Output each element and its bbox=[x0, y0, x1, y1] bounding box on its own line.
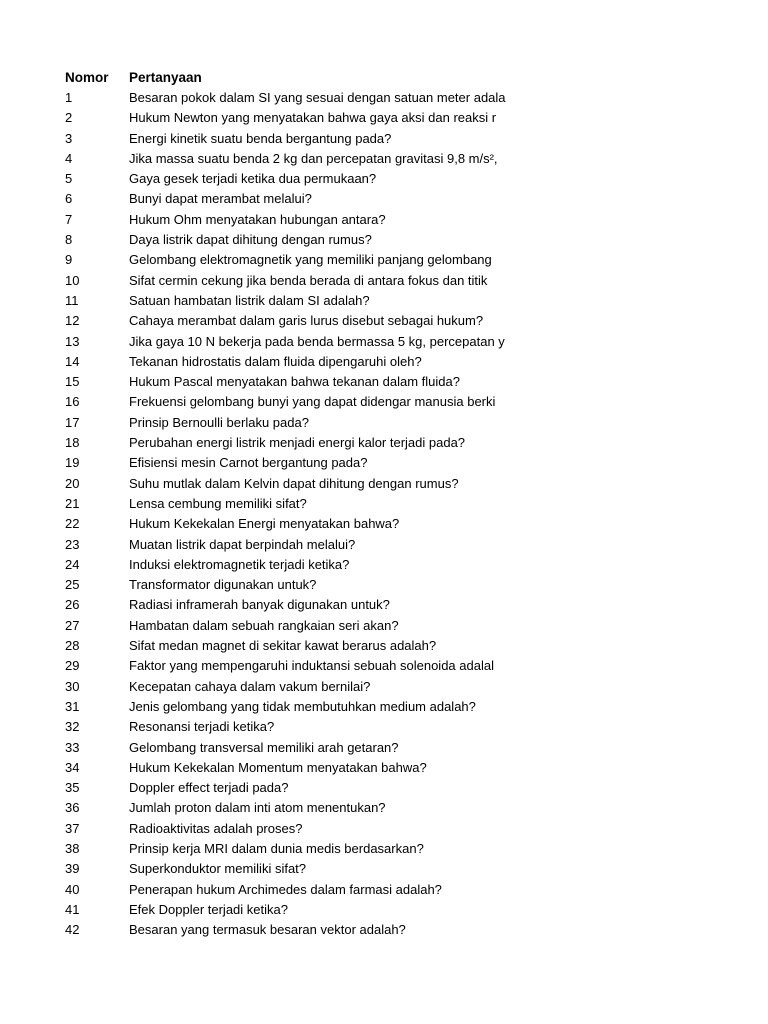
row-question: Satuan hambatan listrik dalam SI adalah? bbox=[129, 292, 370, 308]
table-row bbox=[65, 169, 515, 189]
row-number: 41 bbox=[65, 901, 80, 917]
row-question: Sifat cermin cekung jika benda berada di antara fokus dan titik bbox=[129, 272, 488, 288]
table-row bbox=[65, 595, 515, 615]
row-number: 18 bbox=[65, 435, 80, 451]
row-number: 16 bbox=[65, 394, 80, 410]
table-row bbox=[65, 819, 515, 839]
row-number: 34 bbox=[65, 759, 80, 775]
row-number: 37 bbox=[65, 820, 80, 836]
row-question: Penerapan hukum Archimedes dalam farmasi adalah? bbox=[129, 881, 442, 897]
table-row bbox=[65, 738, 515, 758]
row-number: 36 bbox=[65, 800, 80, 816]
row-number: 22 bbox=[65, 516, 80, 532]
row-number: 5 bbox=[65, 171, 73, 187]
row-question: Gaya gesek terjadi ketika dua permukaan? bbox=[129, 171, 377, 187]
table-row bbox=[65, 616, 515, 636]
row-question: Radiasi inframerah banyak digunakan untuk? bbox=[129, 597, 390, 613]
row-question: Muatan listrik dapat berpindah melalui? bbox=[129, 536, 356, 552]
row-question: Transformator digunakan untuk? bbox=[129, 577, 317, 593]
row-question: Gelombang elektromagnetik yang memiliki panjang gelombang bbox=[129, 252, 492, 268]
row-number: 9 bbox=[65, 252, 73, 268]
row-question: Kecepatan cahaya dalam vakum bernilai? bbox=[129, 678, 371, 694]
row-number: 29 bbox=[65, 658, 80, 674]
table-row bbox=[65, 230, 515, 250]
table-row bbox=[65, 839, 515, 859]
row-question: Hambatan dalam sebuah rangkaian seri akan? bbox=[129, 617, 399, 633]
row-number: 31 bbox=[65, 698, 80, 714]
table-row bbox=[65, 372, 515, 392]
row-question: Cahaya merambat dalam garis lurus disebut sebagai hukum? bbox=[129, 313, 484, 329]
row-number: 25 bbox=[65, 577, 80, 593]
row-question: Energi kinetik suatu benda bergantung pada? bbox=[129, 130, 392, 146]
row-number: 7 bbox=[65, 211, 73, 227]
row-number: 42 bbox=[65, 922, 80, 938]
row-number: 12 bbox=[65, 313, 80, 329]
row-number: 4 bbox=[65, 150, 73, 166]
row-question: Radioaktivitas adalah proses? bbox=[129, 820, 303, 836]
table-row bbox=[65, 778, 515, 798]
table-row bbox=[65, 717, 515, 737]
row-question: Bunyi dapat merambat melalui? bbox=[129, 191, 312, 207]
row-number: 28 bbox=[65, 638, 80, 654]
row-number: 17 bbox=[65, 414, 80, 430]
row-question: Doppler effect terjadi pada? bbox=[129, 780, 289, 796]
row-question: Hukum Ohm menyatakan hubungan antara? bbox=[129, 211, 386, 227]
table-row bbox=[65, 575, 515, 595]
table-row bbox=[65, 798, 515, 818]
table-row bbox=[65, 332, 515, 352]
row-question: Superkonduktor memiliki sifat? bbox=[129, 861, 307, 877]
row-question: Prinsip kerja MRI dalam dunia medis berdasarkan? bbox=[129, 840, 424, 856]
row-number: 26 bbox=[65, 597, 80, 613]
row-number: 33 bbox=[65, 739, 80, 755]
row-question: Prinsip Bernoulli berlaku pada? bbox=[129, 414, 309, 430]
table-row bbox=[65, 189, 515, 209]
table-row bbox=[65, 859, 515, 879]
row-question: Efisiensi mesin Carnot bergantung pada? bbox=[129, 455, 368, 471]
table-row bbox=[65, 656, 515, 676]
table-row bbox=[65, 494, 515, 514]
row-question: Faktor yang mempengaruhi induktansi sebuah solenoida adalal bbox=[129, 658, 494, 674]
row-question: Hukum Kekekalan Momentum menyatakan bahwa? bbox=[129, 759, 427, 775]
table-row bbox=[65, 413, 515, 433]
table-row bbox=[65, 453, 515, 473]
row-number: 1 bbox=[65, 90, 73, 105]
table-row bbox=[65, 920, 515, 940]
row-number: 6 bbox=[65, 191, 73, 207]
row-number: 3 bbox=[65, 130, 73, 146]
row-question: Jika massa suatu benda 2 kg dan percepatan gravitasi 9,8 m/s², bbox=[129, 150, 498, 166]
row-question: Frekuensi gelombang bunyi yang dapat didengar manusia berki bbox=[129, 394, 496, 410]
row-question: Lensa cembung memiliki sifat? bbox=[129, 495, 307, 511]
table-row bbox=[65, 250, 515, 270]
table-row bbox=[65, 88, 515, 108]
row-question: Induksi elektromagnetik terjadi ketika? bbox=[129, 556, 350, 572]
table-row bbox=[65, 555, 515, 575]
table-row bbox=[65, 697, 515, 717]
row-question: Besaran yang termasuk besaran vektor adalah? bbox=[129, 922, 406, 938]
row-number: 20 bbox=[65, 475, 80, 491]
table-row bbox=[65, 311, 515, 331]
table-row bbox=[65, 900, 515, 920]
row-question: Sifat medan magnet di sekitar kawat berarus adalah? bbox=[129, 638, 437, 654]
table-row bbox=[65, 392, 515, 412]
row-question: Efek Doppler terjadi ketika? bbox=[129, 901, 288, 917]
table-row bbox=[65, 291, 515, 311]
header-pertanyaan: Pertanyaan bbox=[129, 70, 202, 85]
row-number: 11 bbox=[65, 292, 79, 308]
row-question: Hukum Newton yang menyatakan bahwa gaya aksi dan reaksi r bbox=[129, 110, 497, 126]
row-question: Hukum Pascal menyatakan bahwa tekanan dalam fluida? bbox=[129, 374, 460, 390]
row-number: 24 bbox=[65, 556, 80, 572]
row-number: 15 bbox=[65, 374, 80, 390]
table-body bbox=[65, 88, 515, 940]
table-row bbox=[65, 108, 515, 128]
table-row bbox=[65, 129, 515, 149]
row-question: Gelombang transversal memiliki arah getaran? bbox=[129, 739, 399, 755]
table-row bbox=[65, 514, 515, 534]
row-question: Jenis gelombang yang tidak membutuhkan medium adalah? bbox=[129, 698, 476, 714]
row-number: 23 bbox=[65, 536, 80, 552]
table-row bbox=[65, 880, 515, 900]
row-question: Resonansi terjadi ketika? bbox=[129, 719, 275, 735]
row-number: 2 bbox=[65, 110, 73, 126]
row-question: Suhu mutlak dalam Kelvin dapat dihitung dengan rumus? bbox=[129, 475, 459, 491]
row-number: 19 bbox=[65, 455, 80, 471]
row-number: 8 bbox=[65, 232, 73, 248]
question-table bbox=[65, 67, 515, 940]
row-number: 39 bbox=[65, 861, 80, 877]
row-number: 38 bbox=[65, 840, 80, 856]
row-question: Tekanan hidrostatis dalam fluida dipengaruhi oleh? bbox=[129, 353, 422, 369]
row-number: 10 bbox=[65, 272, 80, 288]
header-nomor: Nomor bbox=[65, 70, 109, 85]
table-row bbox=[65, 758, 515, 778]
row-question: Daya listrik dapat dihitung dengan rumus? bbox=[129, 232, 372, 248]
row-question: Hukum Kekekalan Energi menyatakan bahwa? bbox=[129, 516, 400, 532]
row-number: 32 bbox=[65, 719, 80, 735]
table-row bbox=[65, 352, 515, 372]
row-number: 35 bbox=[65, 780, 80, 796]
row-number: 14 bbox=[65, 353, 80, 369]
table-row bbox=[65, 149, 515, 169]
row-question: Besaran pokok dalam SI yang sesuai dengan satuan meter adala bbox=[129, 90, 506, 105]
row-number: 30 bbox=[65, 678, 80, 694]
row-question: Perubahan energi listrik menjadi energi kalor terjadi pada? bbox=[129, 435, 466, 451]
row-question: Jumlah proton dalam inti atom menentukan? bbox=[129, 800, 386, 816]
table-header bbox=[65, 67, 515, 88]
table-row bbox=[65, 677, 515, 697]
table-row bbox=[65, 210, 515, 230]
table-row bbox=[65, 433, 515, 453]
table-row bbox=[65, 636, 515, 656]
row-number: 21 bbox=[65, 495, 80, 511]
row-number: 40 bbox=[65, 881, 80, 897]
row-number: 27 bbox=[65, 617, 80, 633]
row-number: 13 bbox=[65, 333, 80, 349]
row-question: Jika gaya 10 N bekerja pada benda bermassa 5 kg, percepatan y bbox=[129, 333, 505, 349]
table-row bbox=[65, 535, 515, 555]
table-row bbox=[65, 474, 515, 494]
table-row bbox=[65, 271, 515, 291]
